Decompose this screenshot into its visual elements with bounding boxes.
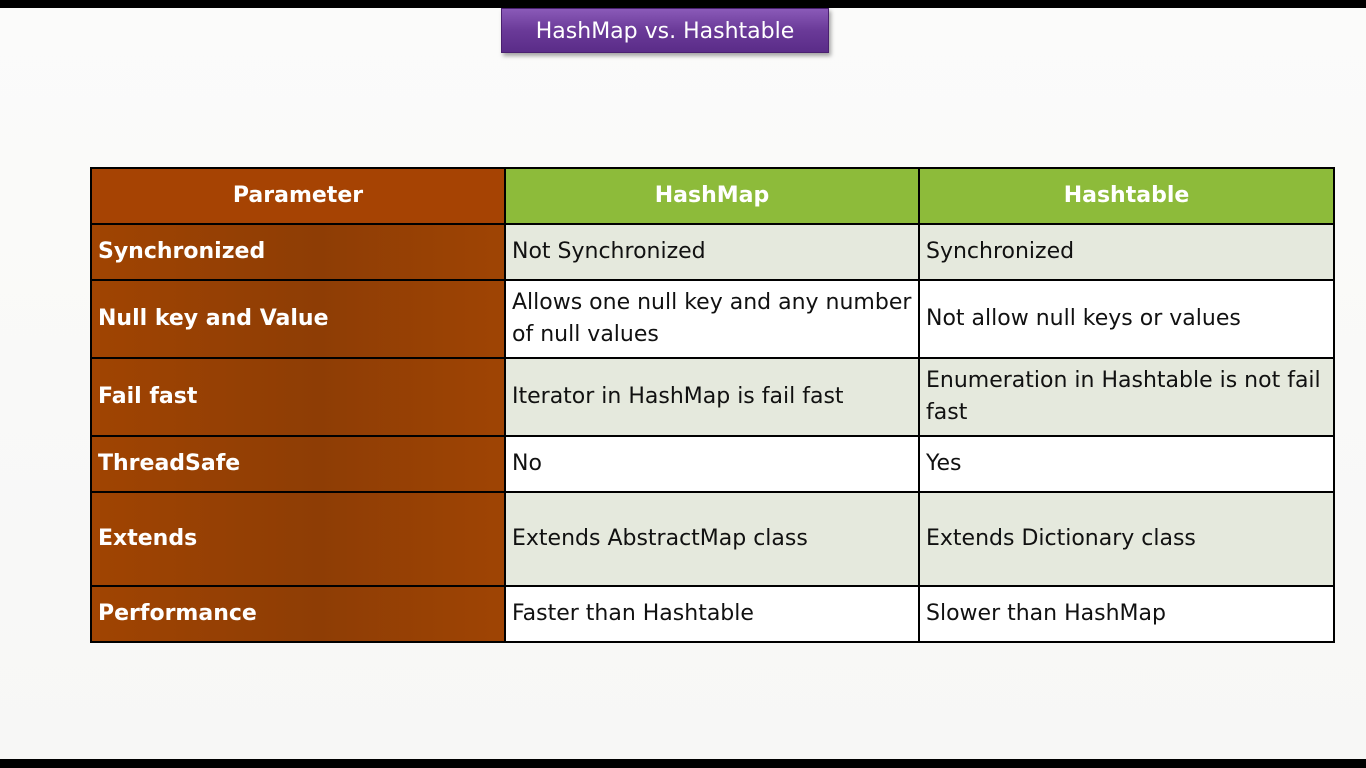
row-parameter: Null key and Value — [91, 280, 505, 358]
slide — [0, 8, 1366, 759]
table-row — [91, 586, 1334, 642]
row-parameter: Synchronized — [91, 224, 505, 280]
row-hashmap-value: Allows one null key and any number of null values — [505, 280, 919, 358]
row-hashmap-value: No — [505, 436, 919, 492]
row-hashmap-value: Iterator in HashMap is fail fast — [505, 358, 919, 436]
row-hashmap-value: Not Synchronized — [505, 224, 919, 280]
row-hashtable-value: Synchronized — [919, 224, 1334, 280]
row-hashmap-value: Extends AbstractMap class — [505, 492, 919, 586]
header-hashmap: HashMap — [505, 168, 919, 224]
row-hashmap-value: Faster than Hashtable — [505, 586, 919, 642]
row-parameter: Performance — [91, 586, 505, 642]
row-parameter: Fail fast — [91, 358, 505, 436]
table-row — [91, 492, 1334, 586]
slide-title: HashMap vs. Hashtable — [501, 8, 829, 53]
row-hashtable-value: Extends Dictionary class — [919, 492, 1334, 586]
row-hashtable-value: Enumeration in Hashtable is not fail fast — [919, 358, 1334, 436]
row-parameter: Extends — [91, 492, 505, 586]
table-row — [91, 224, 1334, 280]
header-parameter: Parameter — [91, 168, 505, 224]
row-hashtable-value: Not allow null keys or values — [919, 280, 1334, 358]
row-parameter: ThreadSafe — [91, 436, 505, 492]
table-row — [91, 436, 1334, 492]
header-hashtable: Hashtable — [919, 168, 1334, 224]
comparison-table — [90, 167, 1335, 643]
table-row — [91, 358, 1334, 436]
row-hashtable-value: Yes — [919, 436, 1334, 492]
table-header-row — [91, 168, 1334, 224]
row-hashtable-value: Slower than HashMap — [919, 586, 1334, 642]
table-row — [91, 280, 1334, 358]
